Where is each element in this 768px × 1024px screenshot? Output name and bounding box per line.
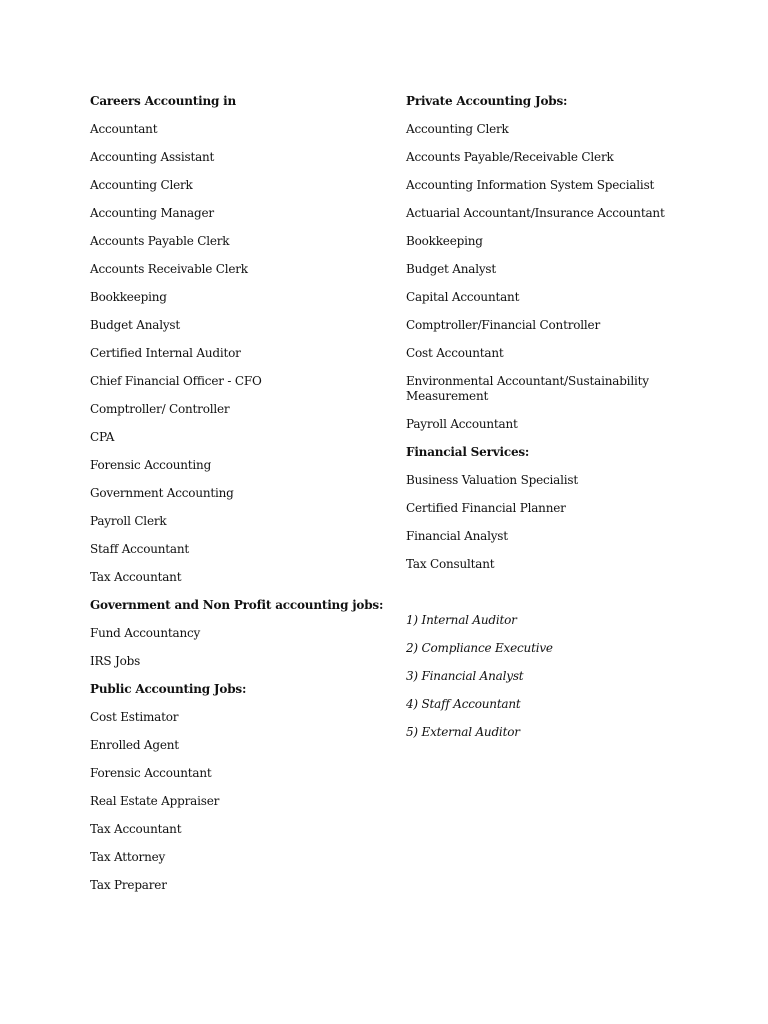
careers-heading: Careers Accounting in (90, 94, 237, 108)
government-heading: Government and Non Profit accounting jobs: (90, 598, 384, 612)
list-item: Bookkeeping (90, 290, 167, 304)
numbered-item: 2) Compliance Executive (406, 641, 553, 655)
list-item: Tax Accountant (90, 822, 182, 836)
list-item: Chief Financial Officer - CFO (90, 374, 262, 388)
numbered-item: 5) External Auditor (406, 725, 520, 739)
right-column (406, 92, 706, 751)
list-item: IRS Jobs (90, 654, 141, 668)
list-item: Budget Analyst (90, 318, 180, 332)
list-item: Tax Accountant (90, 570, 182, 584)
list-item: Financial Analyst (406, 529, 508, 543)
list-item: Payroll Accountant (406, 417, 518, 431)
list-item: Accounting Information System Specialist (406, 178, 655, 192)
list-item: Forensic Accountant (90, 766, 212, 780)
list-item: Budget Analyst (406, 262, 496, 276)
list-item: Accounts Receivable Clerk (90, 262, 248, 276)
list-item: Staff Accountant (90, 542, 190, 556)
list-item: Accounting Clerk (90, 178, 193, 192)
list-item: Bookkeeping (406, 234, 483, 248)
list-item: Cost Estimator (90, 710, 179, 724)
list-item: CPA (90, 430, 115, 444)
list-item: Tax Consultant (406, 557, 495, 571)
list-item: Real Estate Appraiser (90, 794, 220, 808)
list-item: Actuarial Accountant/Insurance Accountant (406, 206, 665, 220)
list-item: Tax Attorney (90, 850, 166, 864)
list-item: Comptroller/ Controller (90, 402, 230, 416)
list-item: Accounts Payable Clerk (90, 234, 230, 248)
list-item: Certified Financial Planner (406, 501, 566, 515)
list-item: Comptroller/Financial Controller (406, 318, 600, 332)
list-item: Tax Preparer (90, 878, 167, 892)
list-item: Capital Accountant (406, 290, 520, 304)
list-item: Business Valuation Specialist (406, 473, 578, 487)
list-item: Environmental Accountant/Sustainability Measurement (406, 374, 649, 403)
numbered-item: 3) Financial Analyst (406, 669, 524, 683)
list-item: Fund Accountancy (90, 626, 201, 640)
list-item: Accounting Manager (90, 206, 214, 220)
left-column (90, 92, 390, 904)
list-item: Accountant (90, 122, 158, 136)
financial-heading: Financial Services: (406, 445, 530, 459)
list-item: Forensic Accounting (90, 458, 212, 472)
list-item: Accounting Clerk (406, 122, 509, 136)
list-item: Government Accounting (90, 486, 234, 500)
list-item: Certified Internal Auditor (90, 346, 241, 360)
numbered-item: 1) Internal Auditor (406, 613, 517, 627)
private-heading: Private Accounting Jobs: (406, 94, 568, 108)
numbered-item: 4) Staff Accountant (406, 697, 521, 711)
blank-line (406, 583, 706, 611)
list-item: Cost Accountant (406, 346, 504, 360)
public-heading: Public Accounting Jobs: (90, 682, 247, 696)
list-item: Enrolled Agent (90, 738, 179, 752)
list-item: Accounts Payable/Receivable Clerk (406, 150, 614, 164)
list-item: Payroll Clerk (90, 514, 167, 528)
list-item: Accounting Assistant (90, 150, 215, 164)
